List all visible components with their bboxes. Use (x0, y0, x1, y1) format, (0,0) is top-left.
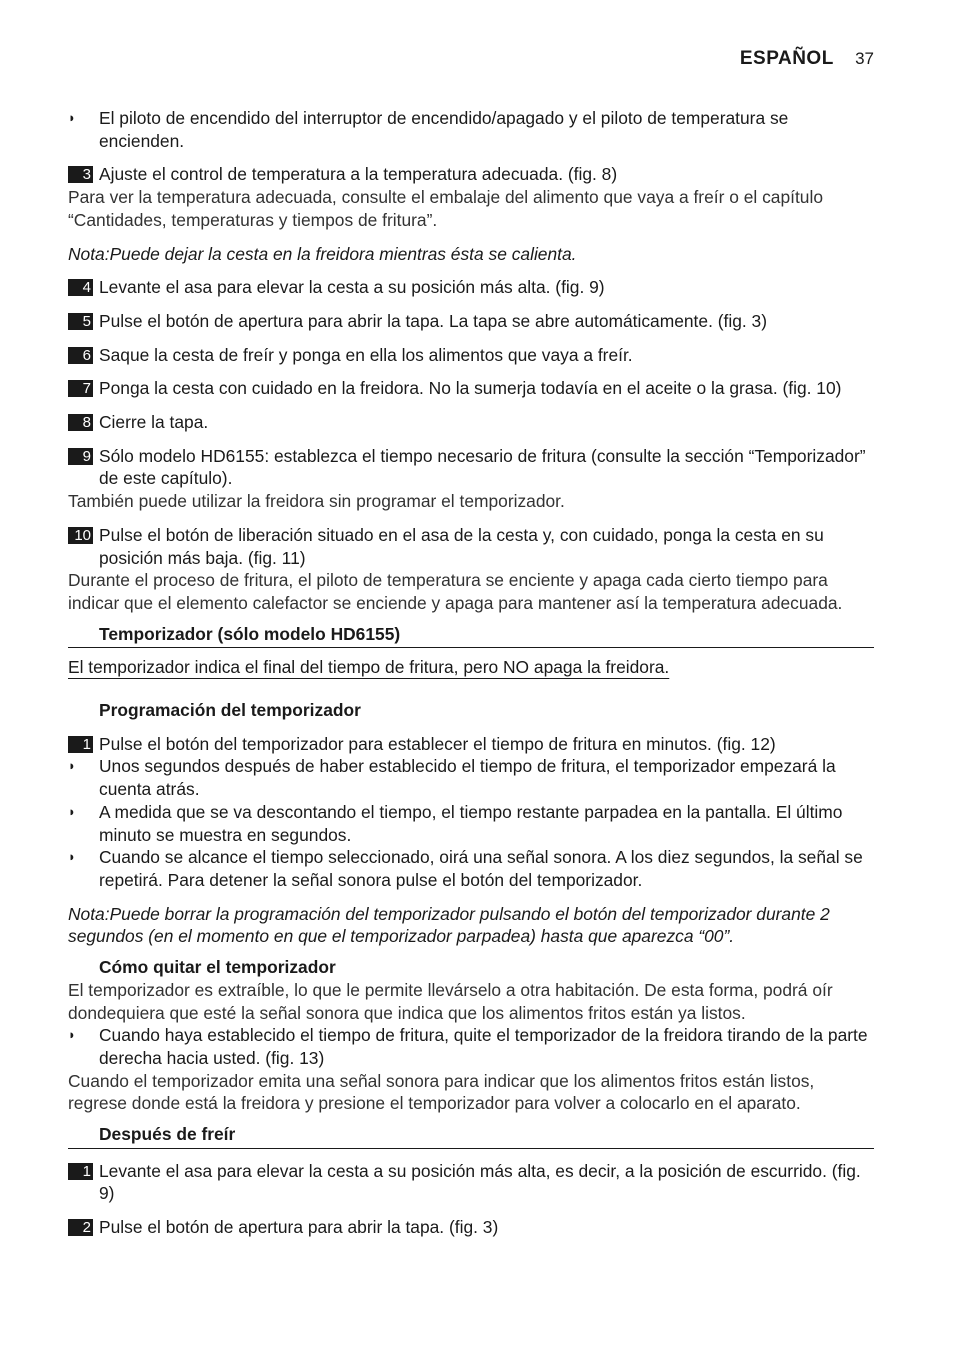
bullet-icon: ◗ (68, 1027, 76, 1043)
step-text: Cierre la tapa. (99, 412, 209, 433)
subsection-heading-programming: Programación del temporizador (99, 700, 361, 721)
bullet-text: Cuando se alcance el tiempo seleccionado, oirá una señal sonora. A los diez segundos, la señal se repetirá. Para detener la señal sonora pulse el botón del temporizador. (99, 847, 863, 890)
step-number: 9 (68, 448, 93, 465)
step-number: 1 (68, 1163, 93, 1180)
step-item (68, 1160, 874, 1205)
step-number: 6 (68, 347, 93, 364)
section-heading-timer: Temporizador (sólo modelo HD6155) (68, 623, 874, 649)
section-intro (68, 656, 874, 679)
step-item (68, 733, 874, 756)
bullet-item (68, 107, 874, 152)
bullet-item (68, 1024, 874, 1069)
step-item (68, 344, 874, 367)
bullet-text: A medida que se va descontando el tiempo, el tiempo restante parpadea en la pantalla. El último minuto se muestra en segundos. (99, 801, 843, 845)
step-item (68, 310, 874, 333)
bullet-item (68, 801, 874, 846)
step-item (68, 1216, 874, 1239)
paragraph: Cuando el temporizador emita una señal sonora para indicar que los alimentos fritos están listos, regrese donde está la freidora y presione el temporizador para volver a colocarlo en el aparato. (68, 1070, 815, 1114)
bullet-text: Cuando haya establecido el tiempo de fritura, quite el temporizador de la freidora tirando de la parte derecha hacia usted. (fig. 13) (99, 1025, 868, 1068)
note: Nota:Puede borrar la programación del temporizador pulsando el botón del temporizador durante 2 segundos (en el momento en que el temporizador parpadea) hasta que aparezca “00”. (68, 903, 830, 947)
step-number: 2 (68, 1219, 93, 1236)
step-text: Ponga la cesta con cuidado en la freidora. No la sumerja todavía en el aceite o la grasa. (fig. 10) (99, 378, 842, 399)
step-number: 7 (68, 380, 93, 397)
page-number: 37 (855, 49, 874, 68)
paragraph: El temporizador es extraíble, lo que le permite llevárselo a otra habitación. De esta forma, podrá oír dondequiera que esté la señal sonora que indica que los alimentos fritos están ya listos. (68, 979, 833, 1023)
step-number: 8 (68, 414, 93, 431)
step-text: Pulse el botón de apertura para abrir la tapa. La tapa se abre automáticamente. (fig. 3) (99, 310, 768, 331)
step-item (68, 377, 874, 400)
step-text: Ajuste el control de temperatura a la temperatura adecuada. (fig. 8) (99, 164, 618, 185)
step-text: Saque la cesta de freír y ponga en ella los alimentos que vaya a freír. (99, 344, 633, 365)
step-number: 3 (68, 166, 93, 183)
step-item (68, 276, 874, 299)
step-text: Levante el asa para elevar la cesta a su posición más alta, es decir, a la posición de escurrido. (fig. 9) (99, 1160, 861, 1204)
page-content (68, 107, 874, 1239)
bullet-icon: ◗ (68, 110, 76, 125)
bullet-text: El piloto de encendido del interruptor de encendido/apagado y el piloto de temperatura se encienden. (99, 108, 789, 151)
step-item (68, 411, 874, 434)
step-text: Pulse el botón del temporizador para establecer el tiempo de fritura en minutos. (fig. 12) (99, 733, 776, 754)
step-number: 10 (68, 527, 93, 544)
bullet-item (68, 755, 874, 800)
section-heading-after-frying: Después de freír (68, 1123, 874, 1149)
bullet-text: Unos segundos después de haber establecido el tiempo de fritura, el temporizador empezará la cuenta atrás. (99, 756, 836, 800)
step-number: 1 (68, 736, 93, 753)
step-text: Sólo modelo HD6155: establezca el tiempo necesario de fritura (consulte la sección “Temporizador” de este capítulo). (99, 445, 866, 489)
paragraph: También puede utilizar la freidora sin programar el temporizador. (68, 491, 565, 512)
bullet-icon: ◗ (68, 849, 76, 865)
bullet-icon: ◗ (68, 758, 76, 774)
subsection-heading-removing: Cómo quitar el temporizador (99, 957, 336, 978)
step-number: 5 (68, 313, 93, 330)
step-item (68, 163, 874, 186)
step-text: Pulse el botón de liberación situado en el asa de la cesta y, con cuidado, ponga la cesta en su posición más baja. (fig. 11) (99, 524, 824, 568)
paragraph: Para ver la temperatura adecuada, consulte el embalaje del alimento que vaya a freír o el capítulo “Cantidades, temperaturas y tiempos de fritura”. (68, 187, 824, 230)
language-label: ESPAÑOL (739, 48, 834, 69)
page-header (740, 48, 874, 70)
note: Nota:Puede dejar la cesta en la freidora mientras ésta se calienta. (68, 243, 577, 264)
step-text: Pulse el botón de apertura para abrir la tapa. (fig. 3) (99, 1217, 499, 1238)
step-item (68, 445, 874, 490)
step-item (68, 524, 874, 569)
paragraph: Durante el proceso de fritura, el piloto de temperatura se enciente y apaga cada cierto tiempo para indicar que el elemento calefactor se enciende y apaga para mantener así la temperatura adecuada. (68, 570, 843, 613)
bullet-item (68, 846, 874, 891)
intro-text: El temporizador indica el final del tiempo de fritura, pero NO apaga la freidora. (68, 657, 670, 678)
bullet-icon: ◗ (68, 803, 76, 819)
step-text: Levante el asa para elevar la cesta a su posición más alta. (fig. 9) (99, 277, 605, 298)
step-number: 4 (68, 279, 93, 296)
